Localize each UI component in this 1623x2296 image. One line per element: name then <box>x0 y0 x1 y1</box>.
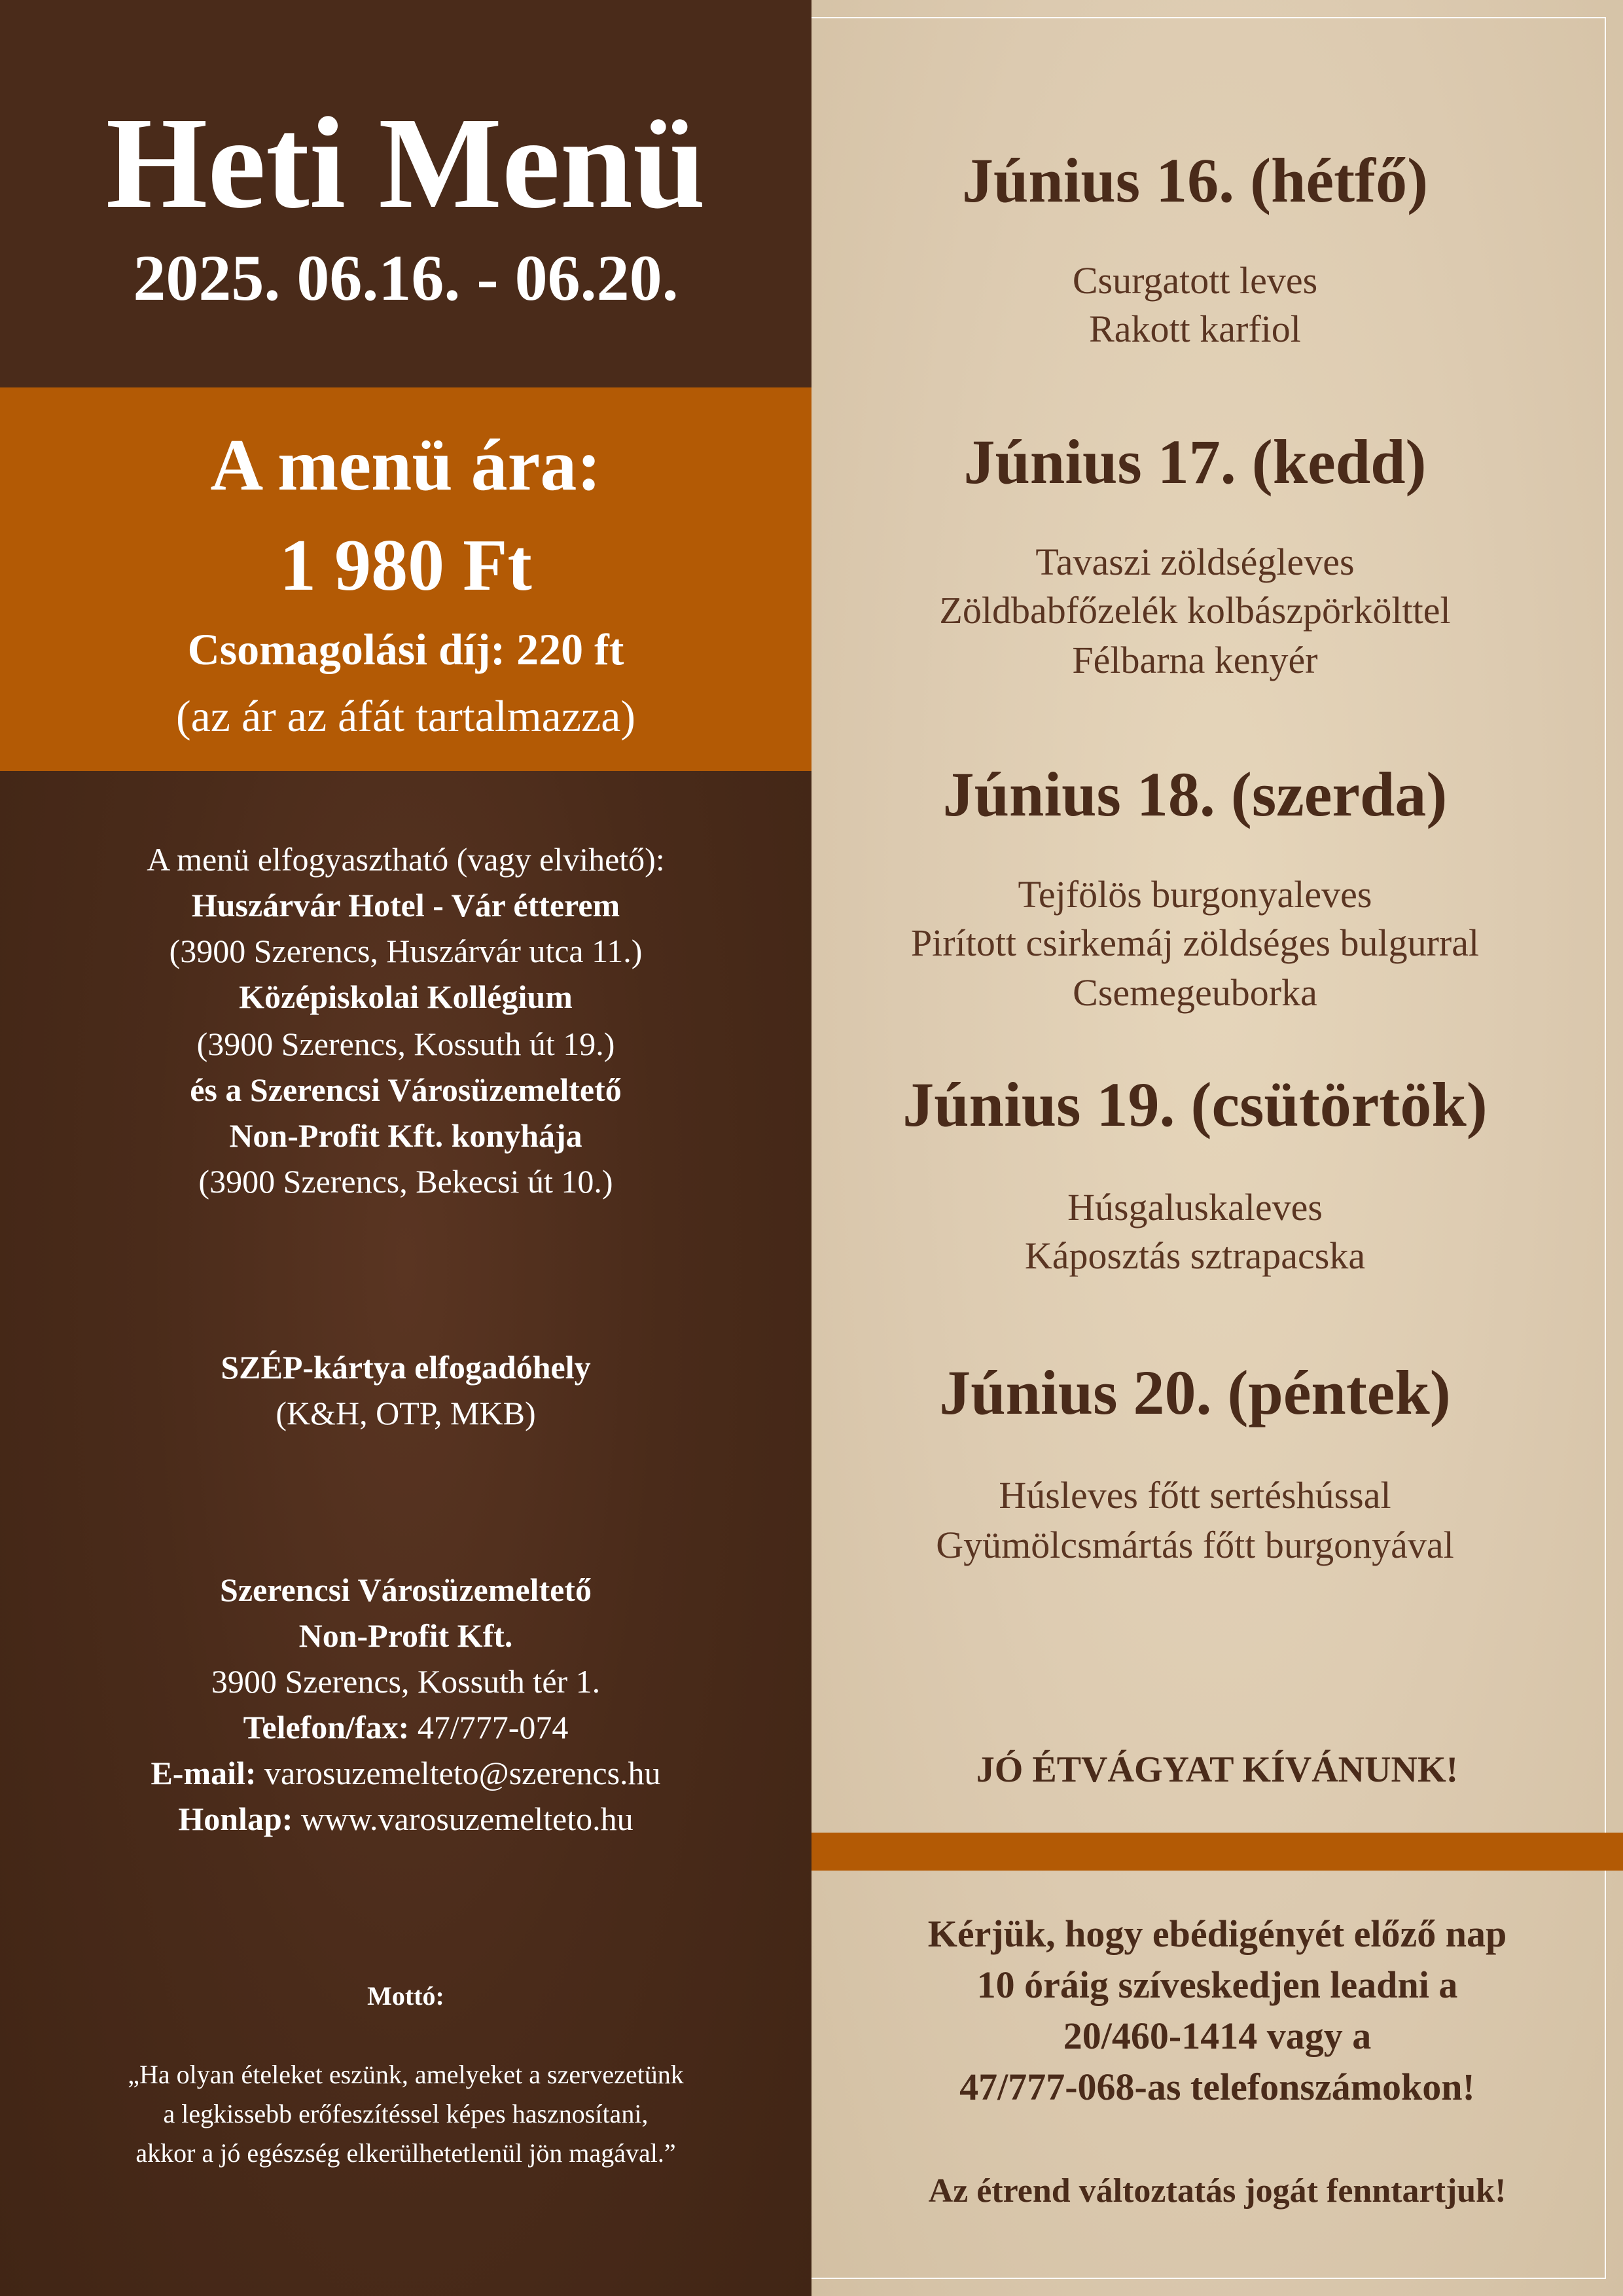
week-dates: 2025. 06.16. - 06.20. <box>133 242 679 314</box>
order-note-line: 47/777-068-as telefonszámokon! <box>959 2066 1475 2108</box>
szep-title: SZÉP-kártya elfogadóhely <box>221 1349 591 1386</box>
dish: Tejfölös burgonyaleves <box>1018 873 1372 916</box>
web-value: www.varosuzemelteto.hu <box>300 1801 633 1837</box>
price-value: 1 980 Ft <box>279 525 532 606</box>
dish: Rakott karfiol <box>1089 308 1301 350</box>
company-address: 3900 Szerencs, Kossuth tér 1. <box>211 1663 601 1700</box>
order-note-line: 20/460-1414 vagy a <box>1063 2015 1372 2057</box>
motto-line: a legkissebb erőfeszítéssel képes hasznosítani, <box>163 2099 649 2128</box>
dish: Félbarna kenyér <box>1072 639 1318 681</box>
price-label: A menü ára: <box>210 425 601 506</box>
location-line: Középiskolai Kollégium <box>239 978 573 1015</box>
phone-value: 47/777-074 <box>417 1709 569 1746</box>
dish: Zöldbabfőzelék kolbászpörkölttel <box>939 589 1451 632</box>
dish: Pirított csirkemáj zöldséges bulgurral <box>910 922 1480 964</box>
packaging-fee: Csomagolási díj: 220 ft <box>187 624 624 674</box>
dish: Csemegeuborka <box>1073 971 1317 1014</box>
dish: Gyümölcsmártás főtt burgonyával <box>936 1524 1454 1566</box>
day-title-thursday: Június 19. (csütörtök) <box>902 1069 1488 1139</box>
email-label: E-mail: <box>151 1755 257 1791</box>
appetite-wish: JÓ ÉTVÁGYAT KÍVÁNUNK! <box>976 1749 1459 1790</box>
company-name: Szerencsi Városüzemeltető <box>220 1571 592 1608</box>
dish: Káposztás sztrapacska <box>1024 1234 1366 1277</box>
disclaimer: Az étrend változtatás jogát fenntartjuk! <box>928 2172 1507 2210</box>
location-line: Huszárvár Hotel - Vár étterem <box>191 887 620 924</box>
order-note-line: Kérjük, hogy ebédigényét előző nap <box>927 1912 1507 1955</box>
dish: Csurgatott leves <box>1072 259 1318 302</box>
szep-cards: (K&H, OTP, MKB) <box>276 1395 536 1431</box>
orange-divider <box>812 1833 1623 1871</box>
page-title: Heti Menü <box>105 91 706 236</box>
dish: Húsgaluskaleves <box>1067 1186 1323 1229</box>
day-title-monday: Június 16. (hétfő) <box>961 145 1429 215</box>
motto-line: „Ha olyan ételeket eszünk, amelyeket a szervezetünk <box>128 2060 684 2089</box>
company-email <box>0 1757 812 1789</box>
motto-line: akkor a jó egészség elkerülhetetlenül jön magával.” <box>135 2138 676 2168</box>
location-line: és a Szerencsi Városüzemeltető <box>190 1071 622 1108</box>
company-phone <box>0 1711 812 1744</box>
email-value: varosuzemelteto@szerencs.hu <box>264 1755 661 1791</box>
motto-title: Mottó: <box>367 1981 444 2011</box>
web-label: Honlap: <box>178 1801 293 1837</box>
day-title-wednesday: Június 18. (szerda) <box>942 759 1448 829</box>
location-line: (3900 Szerencs, Huszárvár utca 11.) <box>169 933 643 969</box>
location-line: (3900 Szerencs, Kossuth út 19.) <box>196 1026 615 1062</box>
vat-note: (az ár az áfát tartalmazza) <box>175 691 636 741</box>
dish: Húsleves főtt sertéshússal <box>999 1474 1391 1516</box>
dish: Tavaszi zöldségleves <box>1035 541 1355 583</box>
day-title-friday: Június 20. (péntek) <box>939 1357 1451 1427</box>
phone-label: Telefon/fax: <box>243 1709 410 1746</box>
locations-intro: A menü elfogyasztható (vagy elvihető): <box>147 841 665 878</box>
location-line: Non-Profit Kft. konyhája <box>229 1117 582 1154</box>
location-line: (3900 Szerencs, Bekecsi út 10.) <box>198 1163 613 1200</box>
order-note-line: 10 óráig szíveskedjen leadni a <box>976 1964 1458 2006</box>
day-title-tuesday: Június 17. (kedd) <box>963 427 1427 497</box>
company-name-2: Non-Profit Kft. <box>298 1617 513 1654</box>
company-web <box>0 1803 812 1835</box>
